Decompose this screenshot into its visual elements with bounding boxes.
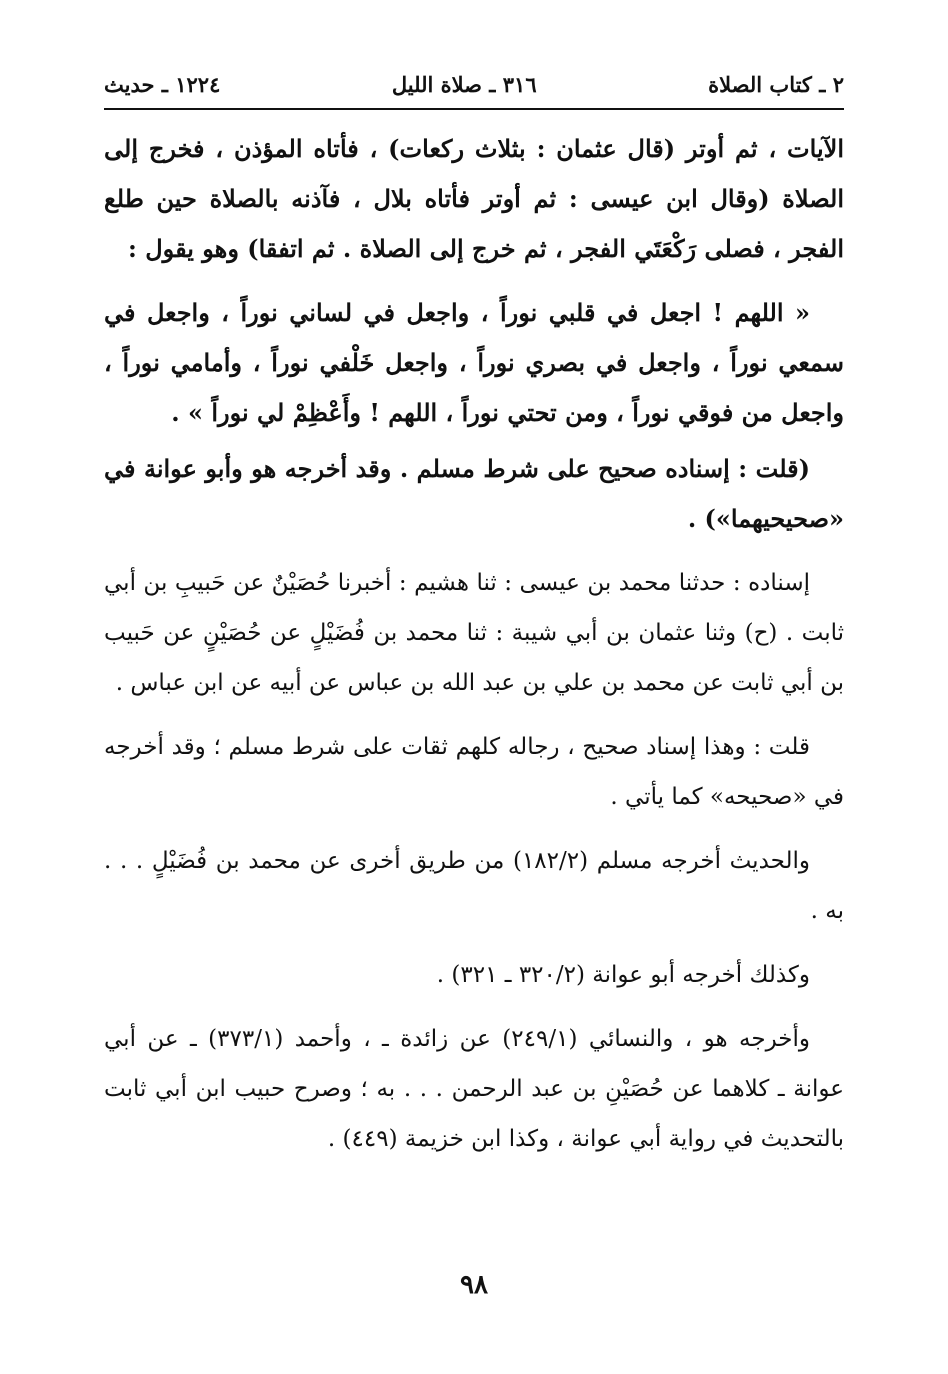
header-section: ٣١٦ ـ صلاة الليل [391,71,537,97]
header-hadith-number: ١٢٢٤ ـ حديث [104,71,221,97]
header-chapter: ٢ ـ كتاب الصلاة [708,71,844,97]
hadith-text: الآيات ، ثم أوتر (قال عثمان : بثلاث ركعات) ، فأتاه المؤذن ، فخرج إلى الصلاة (وقال ابن عيسى : ثم أوتر فأتاه بلال ، فآذنه بالصلاة حين طلع الفجر ، فصلى رَكْعَتَي الفجر ، ثم خرج إلى الصلاة . ثم اتفقا) وهو يقول : [104,134,844,263]
running-header [104,64,844,104]
page-number: ٩٨ [460,1270,488,1300]
takhrij-abu-awana: وكذلك أخرجه أبو عوانة (٣٢٠/٢ ـ ٣٢١) . [436,962,810,988]
commentary-paragraph: قلت : وهذا إسناد صحيح ، رجاله كلهم ثقات على شرط مسلم ؛ وقد أخرجه في «صحيحه» كما يأتي . [104,734,844,810]
grading-note: (قلت : إسناده صحيح على شرط مسلم . وقد أخرجه هو وأبو عوانة في «صحيحيهما») . [104,454,844,533]
takhrij-muslim: والحديث أخرجه مسلم (١٨٢/٢) من طريق أخرى عن محمد بن فُضَيْلٍ . . . به . [104,848,844,924]
page-body [104,124,844,1178]
header-divider [104,108,844,110]
hadith-dua: « اللهم ! اجعل في قلبي نوراً ، واجعل في لساني نوراً ، واجعل في سمعي نوراً ، واجعل في بصري نوراً ، واجعل خَلْفي نوراً ، وأمامي نوراً ، واجعل من فوقي نوراً ، ومن تحتي نوراً ، اللهم ! وأَعْظِمْ لي نوراً » . [104,298,844,427]
takhrij-nasai-ahmad: وأخرجه هو ، والنسائي (٢٤٩/١) عن زائدة ـ ، وأحمد (٣٧٣/١) ـ عن أبي عوانة ـ كلاهما عن حُصَيْنِ بن عبد الرحمن . . . به ؛ وصرح حبيب ابن أبي ثابت بالتحديث في رواية أبي عوانة ، وكذا ابن خزيمة (٤٤٩) . [104,1026,844,1152]
isnad-paragraph: إسناده : حدثنا محمد بن عيسى : ثنا هشيم : أخبرنا حُصَيْنٌ عن حَبيبِ بن أبي ثابت . (ح) وثنا عثمان بن أبي شيبة : ثنا محمد بن فُضَيْلٍ عن حُصَيْنٍ عن حَبيب بن أبي ثابت عن محمد بن علي بن عبد الله بن عباس عن أبيه عن ابن عباس . [104,570,844,696]
